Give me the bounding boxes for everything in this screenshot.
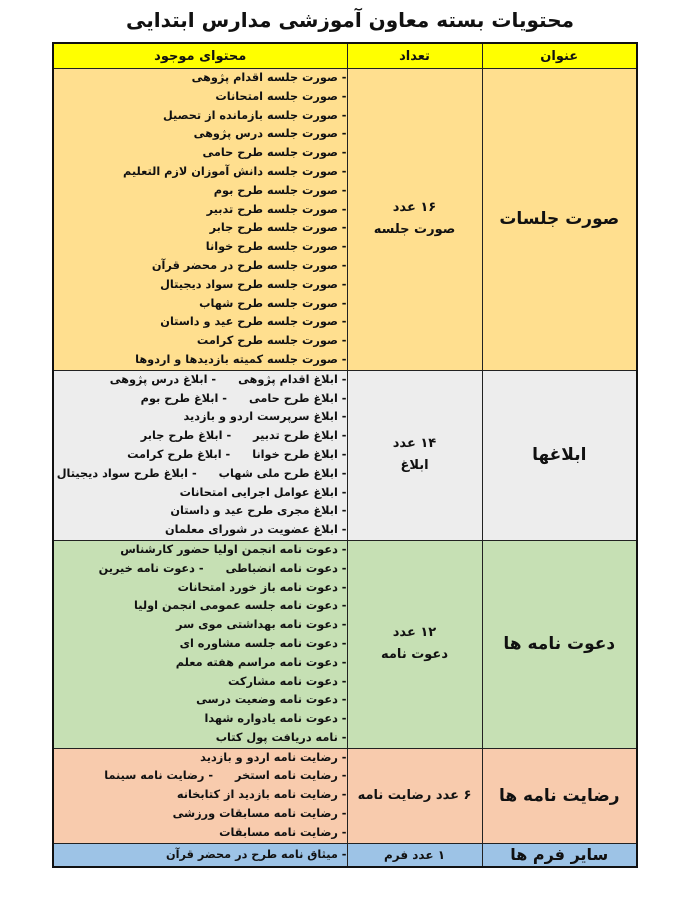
- list-item: [54, 201, 347, 220]
- item-text: - رضایت نامه سینما: [104, 769, 214, 783]
- list-item: [54, 351, 347, 370]
- item-text: - میثاق نامه طرح در محضر قرآن: [165, 847, 347, 861]
- list-item: [54, 502, 347, 521]
- list-item: [54, 257, 347, 276]
- list-item: [54, 749, 347, 768]
- item-text: - صورت جلسه طرح عید و داستان: [160, 315, 347, 329]
- item-text: - رضایت نامه استخر: [235, 769, 347, 783]
- row-other-forms: [53, 843, 637, 867]
- count-number: ۱۴ عدد: [392, 436, 437, 452]
- list-item: [54, 673, 347, 692]
- list-item: [54, 465, 347, 484]
- item-text: - صورت جلسه درس پژوهی: [193, 127, 347, 141]
- list-item: [54, 541, 347, 560]
- list-item: [54, 786, 347, 805]
- item-text: - صورت جلسه دانش آموزان لازم التعلیم: [123, 164, 347, 178]
- list-item: [54, 484, 347, 503]
- item-text: - دعوت نامه خیرین: [98, 561, 204, 575]
- list-item: [54, 408, 347, 427]
- content-list: [53, 748, 347, 843]
- category-title: دعوت نامه ها: [482, 540, 637, 748]
- item-text: - رضایت نامه بازدید از کتابخانه: [176, 788, 347, 802]
- item-text: - ابلاغ اقدام پژوهی: [238, 372, 347, 386]
- item-text: - صورت جلسه طرح سواد دیجیتال: [160, 277, 347, 291]
- count-unit: صورت جلسه: [373, 222, 456, 238]
- list-item: [54, 313, 347, 332]
- item-text: - نامه دریافت پول کتاب: [215, 730, 347, 744]
- item-text: - ابلاغ مجری طرح عید و داستان: [170, 504, 347, 518]
- item-text: - دعوت نامه جلسه مشاوره ای: [179, 636, 347, 650]
- category-title: ابلاغها: [482, 370, 637, 540]
- list-item: [54, 219, 347, 238]
- item-text: - ابلاغ طرح خوانا: [252, 447, 347, 461]
- item-text: - ابلاغ طرح بوم: [140, 391, 227, 405]
- item-text: - رضایت نامه اردو و بازدید: [200, 750, 347, 764]
- count-number: ۱۲ عدد: [392, 625, 437, 641]
- count-number: ۶ عدد رضایت نامه: [357, 787, 472, 803]
- item-text: - رضایت نامه مسابقات ورزشی: [172, 807, 347, 821]
- item-text: - دعوت نامه جلسه عمومی انجمن اولیا: [134, 599, 347, 613]
- item-text: - ابلاغ طرح کرامت: [127, 447, 231, 461]
- list-item: [54, 579, 347, 598]
- count-cell: [347, 748, 482, 843]
- list-item: [54, 182, 347, 201]
- list-item: [54, 616, 347, 635]
- list-item: [54, 691, 347, 710]
- item-text: - صورت جلسه طرح جابر: [209, 221, 347, 235]
- item-text: - صورت جلسه طرح حامی: [202, 146, 347, 160]
- item-text: - ابلاغ طرح سواد دیجیتال: [56, 466, 197, 480]
- list-item: [54, 125, 347, 144]
- item-text: - صورت جلسه طرح در محضر قرآن: [151, 258, 347, 272]
- item-text: - صورت جلسه اقدام پژوهی: [191, 71, 347, 84]
- item-text: - دعوت نامه باز خورد امتحانات: [177, 580, 347, 594]
- content-list: [53, 370, 347, 540]
- item-text: - دعوت نامه انجمن اولیا حضور کارشناس: [120, 542, 347, 556]
- item-text: - صورت جلسه طرح بوم: [213, 183, 347, 197]
- list-item: [54, 845, 347, 865]
- count-unit: دعوت نامه: [381, 647, 448, 663]
- list-item: [54, 710, 347, 729]
- count-number: ۱۶ عدد: [392, 200, 437, 216]
- item-text: - ابلاغ طرح حامی: [248, 391, 347, 405]
- list-item: [54, 824, 347, 843]
- row-sessions: [53, 69, 637, 371]
- content-list: [53, 540, 347, 748]
- list-item: [54, 390, 347, 409]
- item-text: - ابلاغ طرح جابر: [140, 429, 232, 443]
- header-content: محتوای موجود: [53, 43, 347, 69]
- count-cell: [347, 540, 482, 748]
- document-title: محتویات بسته معاون آموزشی مدارس ابتدایی: [125, 8, 575, 32]
- row-notices: [53, 370, 637, 540]
- header-count: تعداد: [347, 43, 482, 69]
- content-list: [53, 843, 347, 867]
- list-item: [54, 69, 347, 88]
- list-item: [54, 276, 347, 295]
- table-header-row: [53, 43, 637, 69]
- list-item: [54, 654, 347, 673]
- list-item: [54, 767, 347, 786]
- list-item: [54, 371, 347, 390]
- category-title: رضایت نامه ها: [482, 748, 637, 843]
- row-consents: [53, 748, 637, 843]
- header-title: عنوان: [482, 43, 637, 69]
- list-item: [54, 163, 347, 182]
- item-text: - صورت جلسه امتحانات: [215, 89, 347, 103]
- item-text: - دعوت نامه مراسم هفته معلم: [175, 655, 347, 669]
- item-text: - صورت جلسه طرح تدبیر: [206, 202, 347, 216]
- count-number: ۱ عدد فرم: [383, 847, 446, 862]
- list-item: [54, 446, 347, 465]
- count-cell: [347, 69, 482, 371]
- category-title: سایر فرم ها: [482, 843, 637, 867]
- list-item: [54, 635, 347, 654]
- item-text: - صورت جلسه کمیته بازدیدها و اردوها: [135, 352, 347, 366]
- item-text: - دعوت نامه یادواره شهدا: [204, 712, 347, 726]
- list-item: [54, 560, 347, 579]
- list-item: [54, 729, 347, 748]
- count-cell: [347, 843, 482, 867]
- item-text: - ابلاغ عوامل اجرایی امتحانات: [179, 485, 347, 499]
- list-item: [54, 332, 347, 351]
- category-title: صورت جلسات: [482, 69, 637, 371]
- list-item: [54, 144, 347, 163]
- list-item: [54, 295, 347, 314]
- content-list: [53, 69, 347, 371]
- count-unit: ابلاغ: [400, 458, 429, 474]
- item-text: - ابلاغ سرپرست اردو و بازدید: [183, 410, 347, 424]
- item-text: - رضایت نامه مسابقات: [219, 825, 347, 839]
- item-text: - دعوت نامه بهداشتی موی سر: [176, 618, 347, 632]
- count-cell: [347, 370, 482, 540]
- item-text: - صورت جلسه طرح خوانا: [205, 240, 347, 254]
- item-text: - ابلاغ طرح تدبیر: [253, 429, 347, 443]
- item-text: - ابلاغ عضویت در شورای معلمان: [164, 523, 347, 537]
- list-item: [54, 238, 347, 257]
- list-item: [54, 521, 347, 540]
- item-text: - دعوت نامه انضباطی: [225, 561, 347, 575]
- list-item: [54, 597, 347, 616]
- list-item: [54, 107, 347, 126]
- list-item: [54, 427, 347, 446]
- list-item: [54, 88, 347, 107]
- item-text: - صورت جلسه طرح کرامت: [196, 334, 347, 348]
- item-text: - دعوت نامه وضعیت درسی: [196, 693, 347, 707]
- item-text: - دعوت نامه مشارکت: [227, 674, 347, 688]
- list-item: [54, 805, 347, 824]
- row-invitations: [53, 540, 637, 748]
- item-text: - صورت جلسه بازمانده از تحصیل: [162, 108, 347, 122]
- item-text: - صورت جلسه طرح شهاب: [199, 296, 347, 310]
- item-text: - ابلاغ طرح ملی شهاب: [218, 466, 347, 480]
- item-text: - ابلاغ درس پژوهی: [109, 372, 217, 386]
- contents-table: [52, 42, 638, 868]
